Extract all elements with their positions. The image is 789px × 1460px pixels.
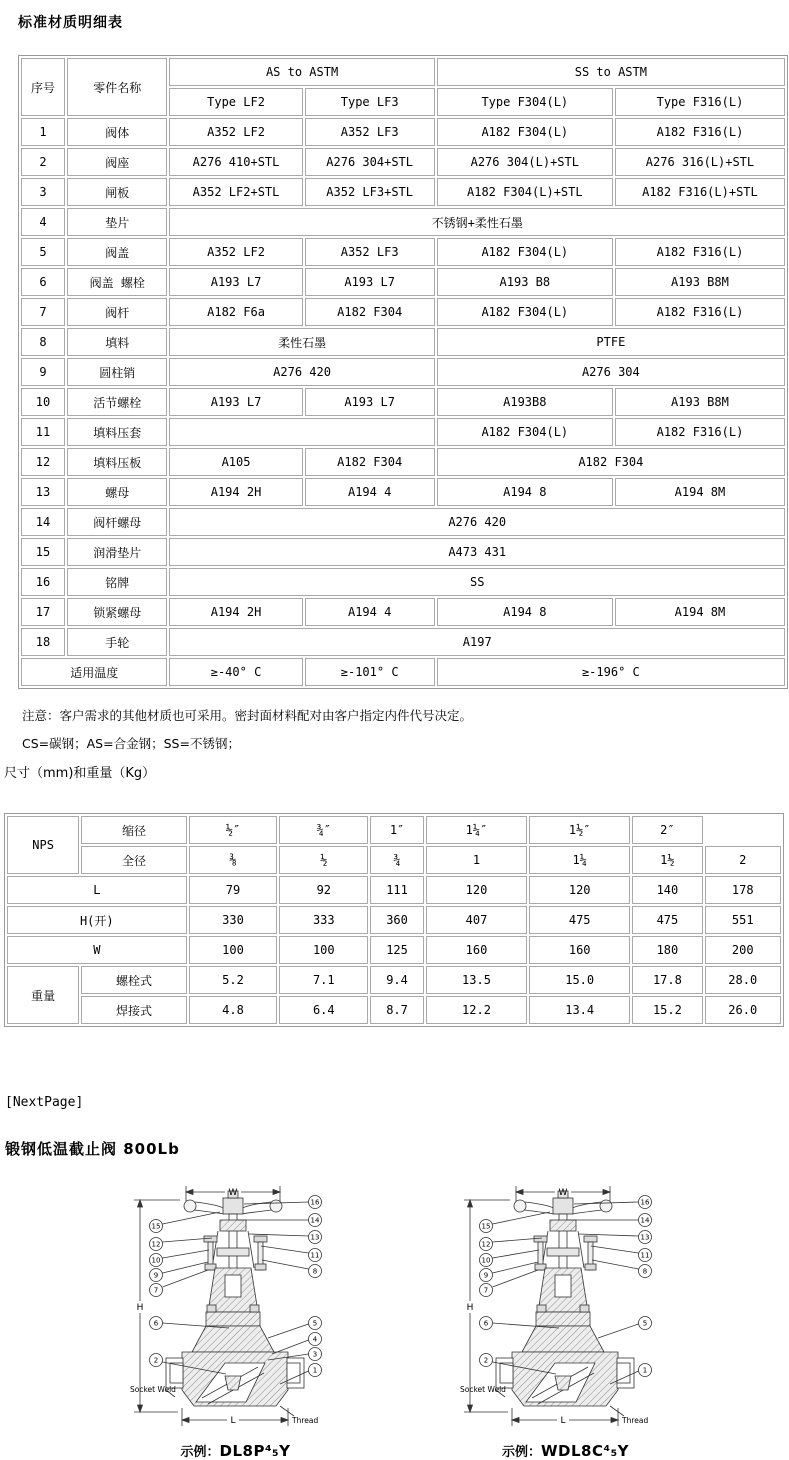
table-cell: 100 (189, 936, 278, 964)
table-cell: 阀杆螺母 (67, 508, 167, 536)
table-cell: A182 F316(L) (615, 418, 785, 446)
table-cell: ≥-101° C (305, 658, 435, 686)
table-cell: 160 (529, 936, 630, 964)
table-cell: 1 (21, 118, 65, 146)
svg-text:5: 5 (312, 1319, 318, 1328)
svg-text:11: 11 (310, 1251, 320, 1260)
table-cell: A193 B8M (615, 268, 785, 296)
table-cell: A182 F304(L) (437, 118, 613, 146)
table-cell: 锁紧螺母 (67, 598, 167, 626)
table-cell: 15.0 (529, 966, 630, 994)
dimensions-title: 尺寸（mm)和重量（Kg） (4, 766, 156, 781)
table-cell: 4.8 (189, 996, 278, 1024)
table-cell: NPS (7, 816, 79, 874)
table-cell: W (7, 936, 187, 964)
table-cell: 13.4 (529, 996, 630, 1024)
dimensions-table-body (7, 816, 781, 1024)
table-cell: 柔性石墨 (169, 328, 434, 356)
table-cell: 13 (21, 478, 65, 506)
svg-text:Socket Weld: Socket Weld (130, 1385, 176, 1394)
table-cell: 10 (21, 388, 65, 416)
svg-text:Thread: Thread (622, 1416, 649, 1425)
table-cell: 160 (426, 936, 527, 964)
table-cell: A193 B8M (615, 388, 785, 416)
table-cell: Type F316(L) (615, 88, 785, 116)
bonnet (536, 1268, 590, 1326)
svg-text:H: H (466, 1303, 474, 1313)
table-cell: 178 (705, 876, 781, 904)
table-cell: 4 (21, 208, 65, 236)
table-row (7, 876, 781, 904)
valve-diagram-1-block (128, 1180, 343, 1460)
table-cell: A193 B8 (437, 268, 613, 296)
table-cell: SS to ASTM (437, 58, 785, 86)
table-cell: 16 (21, 568, 65, 596)
table-row (21, 208, 785, 236)
table-cell: A352 LF3+STL (305, 178, 435, 206)
table-cell: 330 (189, 906, 278, 934)
table-cell: A352 LF2 (169, 118, 302, 146)
table-cell: 阀盖 (67, 238, 167, 266)
svg-text:5: 5 (642, 1319, 648, 1328)
table-cell: A276 316(L)+STL (615, 148, 785, 176)
table-cell: 8 (21, 328, 65, 356)
table-cell: 28.0 (705, 966, 781, 994)
table-cell: 9 (21, 358, 65, 386)
table-cell: 手轮 (67, 628, 167, 656)
table-cell: 6 (21, 268, 65, 296)
table-cell: 333 (279, 906, 368, 934)
svg-text:13: 13 (640, 1233, 650, 1242)
caption-code: WDL8C⁴₅Y (541, 1442, 630, 1460)
table-cell: 13.5 (426, 966, 527, 994)
table-cell: 重量 (7, 966, 79, 1024)
table-row (21, 268, 785, 296)
page-title: 标准材质明细表 (18, 15, 123, 31)
table-row (7, 966, 781, 994)
svg-text:W: W (558, 1188, 568, 1198)
table-cell: A194 8M (615, 478, 785, 506)
svg-text:6: 6 (483, 1319, 489, 1328)
svg-text:16: 16 (640, 1198, 650, 1207)
table-row (21, 58, 785, 86)
table-cell: A276 304 (437, 358, 785, 386)
table-cell: 407 (426, 906, 527, 934)
table-cell: 1½″ (529, 816, 630, 844)
table-cell: H(开) (7, 906, 187, 934)
table-cell: A276 304+STL (305, 148, 435, 176)
table-cell: A182 F304(L) (437, 418, 613, 446)
table-cell: 1¼ (529, 846, 630, 874)
table-cell (169, 418, 434, 446)
table-cell: 7.1 (279, 966, 368, 994)
table-cell: ≥-40° C (169, 658, 302, 686)
table-cell: Type LF3 (305, 88, 435, 116)
table-cell: A193 L7 (169, 268, 302, 296)
table-cell: 1¼″ (426, 816, 527, 844)
svg-text:10: 10 (481, 1256, 491, 1265)
table-cell: A182 F304(L) (437, 298, 613, 326)
table-cell: 180 (632, 936, 702, 964)
table-cell: A193 L7 (305, 268, 435, 296)
table-cell: 6.4 (279, 996, 368, 1024)
table-row (21, 178, 785, 206)
table-cell: A105 (169, 448, 302, 476)
svg-text:L: L (230, 1416, 236, 1426)
valve-body (496, 1326, 634, 1406)
table-cell: A182 F304 (305, 298, 435, 326)
table-cell: 5.2 (189, 966, 278, 994)
table-cell: 2 (21, 148, 65, 176)
table-cell: 缩径 (81, 816, 186, 844)
table-cell: A473 431 (169, 538, 785, 566)
diagram-2-caption (458, 1441, 673, 1460)
table-cell: 120 (426, 876, 527, 904)
table-cell: A193B8 (437, 388, 613, 416)
table-cell: A276 420 (169, 508, 785, 536)
svg-text:9: 9 (483, 1271, 489, 1280)
table-cell: 475 (632, 906, 702, 934)
table-cell: A194 2H (169, 598, 302, 626)
table-row (21, 568, 785, 596)
table-cell: 8.7 (370, 996, 424, 1024)
table-cell: A193 L7 (169, 388, 302, 416)
svg-text:6: 6 (153, 1319, 159, 1328)
table-cell: ⅜ (189, 846, 278, 874)
svg-text:H: H (136, 1303, 144, 1313)
table-cell: L (7, 876, 187, 904)
note-line-2: CS=碳钢；AS=合金钢；SS=不锈钢； (22, 736, 240, 751)
table-cell: Type F304(L) (437, 88, 613, 116)
section-title: 锻钢低温截止阀 800Lb (5, 1140, 180, 1158)
table-cell: A194 8 (437, 598, 613, 626)
table-cell: 螺栓式 (81, 966, 186, 994)
dimensions-table (4, 813, 784, 1027)
table-cell: ¾″ (279, 816, 368, 844)
svg-text:9: 9 (153, 1271, 159, 1280)
table-cell: A194 2H (169, 478, 302, 506)
table-cell: SS (169, 568, 785, 596)
table-cell: 475 (529, 906, 630, 934)
svg-text:4: 4 (312, 1335, 318, 1344)
svg-text:7: 7 (483, 1286, 489, 1295)
table-cell: 17.8 (632, 966, 702, 994)
caption-prefix: 示例： (180, 1445, 220, 1460)
table-cell: 2 (705, 846, 781, 874)
svg-text:13: 13 (310, 1233, 320, 1242)
valve-diagram-2 (458, 1180, 673, 1435)
table-cell: A182 F304(L) (437, 238, 613, 266)
svg-text:Socket Weld: Socket Weld (460, 1385, 506, 1394)
diagram-1-caption (128, 1441, 343, 1460)
svg-text:8: 8 (642, 1267, 648, 1276)
table-cell: 零件名称 (67, 58, 167, 116)
table-cell: 140 (632, 876, 702, 904)
table-cell: 26.0 (705, 996, 781, 1024)
svg-text:14: 14 (310, 1216, 320, 1225)
table-row (21, 658, 785, 686)
table-cell: 120 (529, 876, 630, 904)
table-cell: Type LF2 (169, 88, 302, 116)
table-row (21, 118, 785, 146)
table-row (7, 936, 781, 964)
table-cell: 1 (426, 846, 527, 874)
table-cell: AS to ASTM (169, 58, 434, 86)
materials-table (18, 55, 788, 689)
svg-text:W: W (228, 1188, 238, 1198)
table-cell: 12.2 (426, 996, 527, 1024)
caption-prefix: 示例： (501, 1445, 541, 1460)
svg-text:12: 12 (151, 1240, 161, 1249)
table-row (21, 298, 785, 326)
svg-text:3: 3 (312, 1350, 318, 1359)
table-cell: 垫片 (67, 208, 167, 236)
svg-text:14: 14 (640, 1216, 650, 1225)
svg-text:15: 15 (151, 1222, 161, 1231)
svg-text:Thread: Thread (292, 1416, 319, 1425)
table-cell: 200 (705, 936, 781, 964)
table-cell: A352 LF3 (305, 238, 435, 266)
table-cell: 7 (21, 298, 65, 326)
table-cell (705, 816, 781, 844)
table-row (7, 906, 781, 934)
table-cell: A182 F304 (305, 448, 435, 476)
table-cell: 序号 (21, 58, 65, 116)
table-row (21, 418, 785, 446)
svg-text:2: 2 (153, 1356, 159, 1365)
table-row (21, 538, 785, 566)
table-cell: 闸板 (67, 178, 167, 206)
table-cell: A194 4 (305, 478, 435, 506)
table-cell: 圆柱销 (67, 358, 167, 386)
table-cell: ½″ (189, 816, 278, 844)
table-cell: 全径 (81, 846, 186, 874)
table-cell: 不锈钢+柔性石墨 (169, 208, 785, 236)
svg-text:8: 8 (312, 1267, 318, 1276)
table-cell: 阀体 (67, 118, 167, 146)
svg-text:11: 11 (640, 1251, 650, 1260)
table-cell: 填料 (67, 328, 167, 356)
table-cell: A182 F316(L) (615, 238, 785, 266)
table-cell: ¾ (370, 846, 424, 874)
table-cell: 9.4 (370, 966, 424, 994)
table-cell: 阀杆 (67, 298, 167, 326)
table-cell: PTFE (437, 328, 785, 356)
table-cell: 15.2 (632, 996, 702, 1024)
table-cell: 17 (21, 598, 65, 626)
table-cell: A194 8 (437, 478, 613, 506)
table-cell: A276 304(L)+STL (437, 148, 613, 176)
table-row (7, 846, 781, 874)
table-cell: 阀座 (67, 148, 167, 176)
table-cell: 焊接式 (81, 996, 186, 1024)
svg-text:L: L (560, 1416, 566, 1426)
svg-text:2: 2 (483, 1356, 489, 1365)
svg-text:7: 7 (153, 1286, 159, 1295)
table-cell: 1″ (370, 816, 424, 844)
table-row (21, 388, 785, 416)
svg-text:15: 15 (481, 1222, 491, 1231)
table-cell: 填料压板 (67, 448, 167, 476)
svg-text:12: 12 (481, 1240, 491, 1249)
table-row (21, 148, 785, 176)
table-cell: 551 (705, 906, 781, 934)
table-row (21, 598, 785, 626)
table-cell: 111 (370, 876, 424, 904)
valve-diagram-1 (128, 1180, 343, 1435)
table-row (21, 478, 785, 506)
table-cell: 铭牌 (67, 568, 167, 596)
table-cell: A182 F304(L)+STL (437, 178, 613, 206)
table-cell: 活节螺栓 (67, 388, 167, 416)
caption-code: DL8P⁴₅Y (219, 1442, 291, 1460)
svg-text:1: 1 (312, 1366, 318, 1375)
valve-diagram-2-block (458, 1180, 673, 1460)
table-cell: 5 (21, 238, 65, 266)
table-cell: A197 (169, 628, 785, 656)
table-cell: A352 LF3 (305, 118, 435, 146)
table-cell: A182 F304 (437, 448, 785, 476)
table-cell: 润滑垫片 (67, 538, 167, 566)
table-row (21, 448, 785, 476)
table-row (21, 628, 785, 656)
table-cell: A182 F316(L)+STL (615, 178, 785, 206)
table-cell: A194 8M (615, 598, 785, 626)
table-cell: A352 LF2+STL (169, 178, 302, 206)
svg-text:16: 16 (310, 1198, 320, 1207)
table-cell: A194 4 (305, 598, 435, 626)
table-cell: 100 (279, 936, 368, 964)
valve-body (166, 1326, 304, 1406)
table-row (7, 996, 781, 1024)
table-row (7, 816, 781, 844)
table-cell: 1½ (632, 846, 702, 874)
table-cell: ≥-196° C (437, 658, 785, 686)
svg-text:1: 1 (642, 1366, 648, 1375)
table-cell: 12 (21, 448, 65, 476)
table-row (21, 358, 785, 386)
next-page-marker: [NextPage] (5, 1095, 84, 1110)
table-cell: A276 410+STL (169, 148, 302, 176)
table-cell: 79 (189, 876, 278, 904)
table-cell: 阀盖 螺栓 (67, 268, 167, 296)
table-cell: A182 F6a (169, 298, 302, 326)
materials-table-body (21, 58, 785, 686)
table-cell: A276 420 (169, 358, 434, 386)
table-cell: A193 L7 (305, 388, 435, 416)
bonnet (206, 1268, 260, 1326)
table-cell: A182 F316(L) (615, 298, 785, 326)
table-cell: 螺母 (67, 478, 167, 506)
table-cell: 92 (279, 876, 368, 904)
table-cell: 14 (21, 508, 65, 536)
table-cell: 15 (21, 538, 65, 566)
table-cell: 11 (21, 418, 65, 446)
table-row (21, 508, 785, 536)
table-cell: 2″ (632, 816, 702, 844)
table-cell: 18 (21, 628, 65, 656)
table-cell: ½ (279, 846, 368, 874)
table-cell: A182 F316(L) (615, 118, 785, 146)
table-cell: 适用温度 (21, 658, 167, 686)
table-row (21, 328, 785, 356)
table-cell: 125 (370, 936, 424, 964)
table-cell: 填料压套 (67, 418, 167, 446)
table-row (21, 238, 785, 266)
svg-text:10: 10 (151, 1256, 161, 1265)
table-cell: A352 LF2 (169, 238, 302, 266)
note-line-1: 注意：客户需求的其他材质也可采用。密封面材料配对由客户指定内件代号决定。 (22, 708, 473, 723)
table-cell: 3 (21, 178, 65, 206)
table-cell: 360 (370, 906, 424, 934)
